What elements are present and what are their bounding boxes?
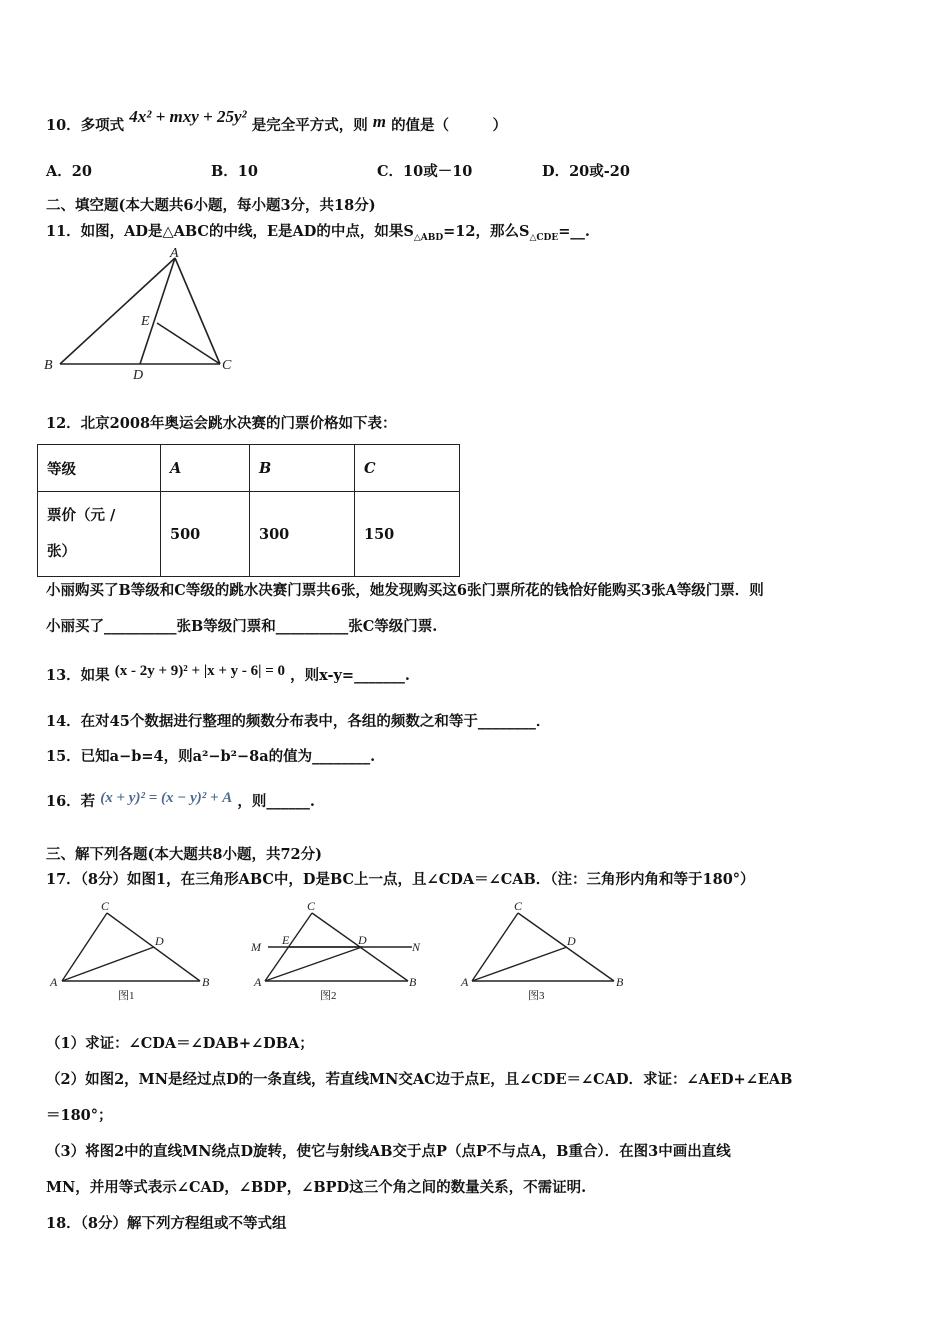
q12-para-1: 小丽购买了B等级和C等级的跳水决赛门票共6张，她发现购买这6张门票所花的钱恰好能购买3张A等级门票．则 <box>46 582 764 599</box>
ticket-price-table <box>37 444 460 577</box>
table-header-a: A <box>161 445 250 492</box>
q10-option-c: C．10或－10 <box>377 163 473 180</box>
q13-formula: (x - 2y + 9)² + |x + y - 6| = 0 <box>114 663 286 679</box>
q17-figure-3 <box>460 899 624 1002</box>
fig3-label-a: A <box>461 975 469 989</box>
q10-text-c: 的值是（ ） <box>391 117 508 134</box>
table-price-a: 500 <box>161 492 250 577</box>
q11-label-d: D <box>133 368 144 383</box>
q11-line <box>46 220 590 243</box>
q11-label-c: C <box>222 358 232 373</box>
q10-text-a: 10．多项式 <box>46 117 125 134</box>
q13-text-a: 13．如果 <box>46 667 110 684</box>
q13-text-b: ，则x-y=_______. <box>290 667 410 684</box>
q11-sub2: △CDE <box>529 232 559 243</box>
fig2-label-a: A <box>254 975 262 989</box>
q10-option-a: A．20 <box>46 163 92 180</box>
q10-var: m <box>372 112 386 131</box>
fig2-label-b: B <box>409 975 417 989</box>
q11-label-e: E <box>141 314 150 329</box>
fig3-label-c: C <box>514 899 523 913</box>
q12-para <box>46 573 906 645</box>
fig1-caption: 图1 <box>118 990 135 1002</box>
q17-parts <box>46 1026 906 1206</box>
q11-text-b: =12，那么S <box>443 223 530 240</box>
section2-title: 二、填空题(本大题共6小题，每小题3分，共18分) <box>46 197 376 214</box>
q11-label-a: A <box>170 246 179 261</box>
table-price-label <box>38 492 161 577</box>
fig3-caption: 图3 <box>528 990 545 1002</box>
q17-text: 17．（8分）如图1，在三角形ABC中，D是BC上一点，且∠CDA＝∠CAB．（注：三角形内角和等于180°） <box>46 871 755 888</box>
fig1-label-c: C <box>101 899 110 913</box>
fig2-label-d: D <box>358 933 367 947</box>
q10-text-b: 是完全平方式，则 <box>251 117 368 134</box>
q11-text-c: =__. <box>558 223 590 240</box>
q10-line <box>46 107 508 135</box>
q17-figure-2 <box>250 899 421 1002</box>
q13-line <box>46 664 410 685</box>
q16-formula: (x + y)² = (x − y)² + A <box>100 790 233 806</box>
q18-text: 18．（8分）解下列方程组或不等式组 <box>46 1215 287 1232</box>
q11-text-a: 11．如图，AD是△ABC的中线，E是AD的中点，如果S <box>46 223 414 240</box>
q16-text-a: 16．若 <box>46 793 96 810</box>
q14-text: 14．在对45个数据进行整理的频数分布表中，各组的频数之和等于________． <box>46 713 551 730</box>
q10-option-d: D．20或-20 <box>542 163 630 180</box>
fig3-label-d: D <box>567 934 576 948</box>
fig2-label-e: E <box>282 933 290 947</box>
fig2-caption: 图2 <box>320 990 337 1002</box>
q17-part2a: （2）如图2，MN是经过点D的一条直线，若直线MN交AC边于点E，且∠CDE＝∠CAD．求证：∠AED+∠EAB <box>46 1071 793 1088</box>
q10-formula: 4x² + mxy + 25y² <box>129 107 247 126</box>
q12-text: 12．北京2008年奥运会跳水决赛的门票价格如下表： <box>46 415 397 432</box>
q17-part3b: MN，并用等式表示∠CAD，∠BDP，∠BPD这三个角之间的数量关系，不需证明. <box>46 1179 587 1196</box>
q16-text-b: ，则______. <box>237 793 315 810</box>
fig1-label-a: A <box>50 975 58 989</box>
fig2-label-c: C <box>307 899 316 913</box>
table-price-row <box>38 492 460 577</box>
table-header-c: C <box>355 445 460 492</box>
q17-part3a: （3）将图2中的直线MN绕点D旋转，使它与射线AB交于点P（点P不与点A，B重合）．在图3中画出直线 <box>46 1143 731 1160</box>
q11-label-b: B <box>44 358 53 373</box>
q17-figures <box>40 895 640 1010</box>
fig2-label-m: M <box>251 940 261 954</box>
table-price-c: 150 <box>355 492 460 577</box>
table-price-label-2: 张） <box>47 543 76 560</box>
table-header-row <box>38 445 460 492</box>
q17-part2b: ＝180°； <box>46 1107 113 1124</box>
q16-line <box>46 790 315 811</box>
q17-part1: （1）求证：∠CDA＝∠DAB+∠DBA； <box>46 1035 314 1052</box>
table-price-b: 300 <box>250 492 355 577</box>
q11-sub1: △ABD <box>413 232 444 243</box>
table-header-b: B <box>250 445 355 492</box>
table-price-label-1: 票价（元 / <box>47 507 116 524</box>
q17-figure-1 <box>49 899 210 1002</box>
fig2-label-n: N <box>412 940 421 954</box>
fig3-label-b: B <box>616 975 624 989</box>
fig1-label-b: B <box>202 975 210 989</box>
q11-side-ac <box>175 258 220 364</box>
fig1-label-d: D <box>155 934 164 948</box>
section3-title: 三、解下列各题(本大题共8小题，共72分) <box>46 846 322 863</box>
q10-option-b: B．10 <box>211 163 258 180</box>
q11-figure <box>40 245 240 385</box>
table-header-grade: 等级 <box>38 445 161 492</box>
q12-para-2: 小丽买了__________张B等级门票和__________张C等级门票. <box>46 618 438 635</box>
q15-text: 15．已知a−b=4，则a²−b²−8a的值为________. <box>46 748 376 765</box>
